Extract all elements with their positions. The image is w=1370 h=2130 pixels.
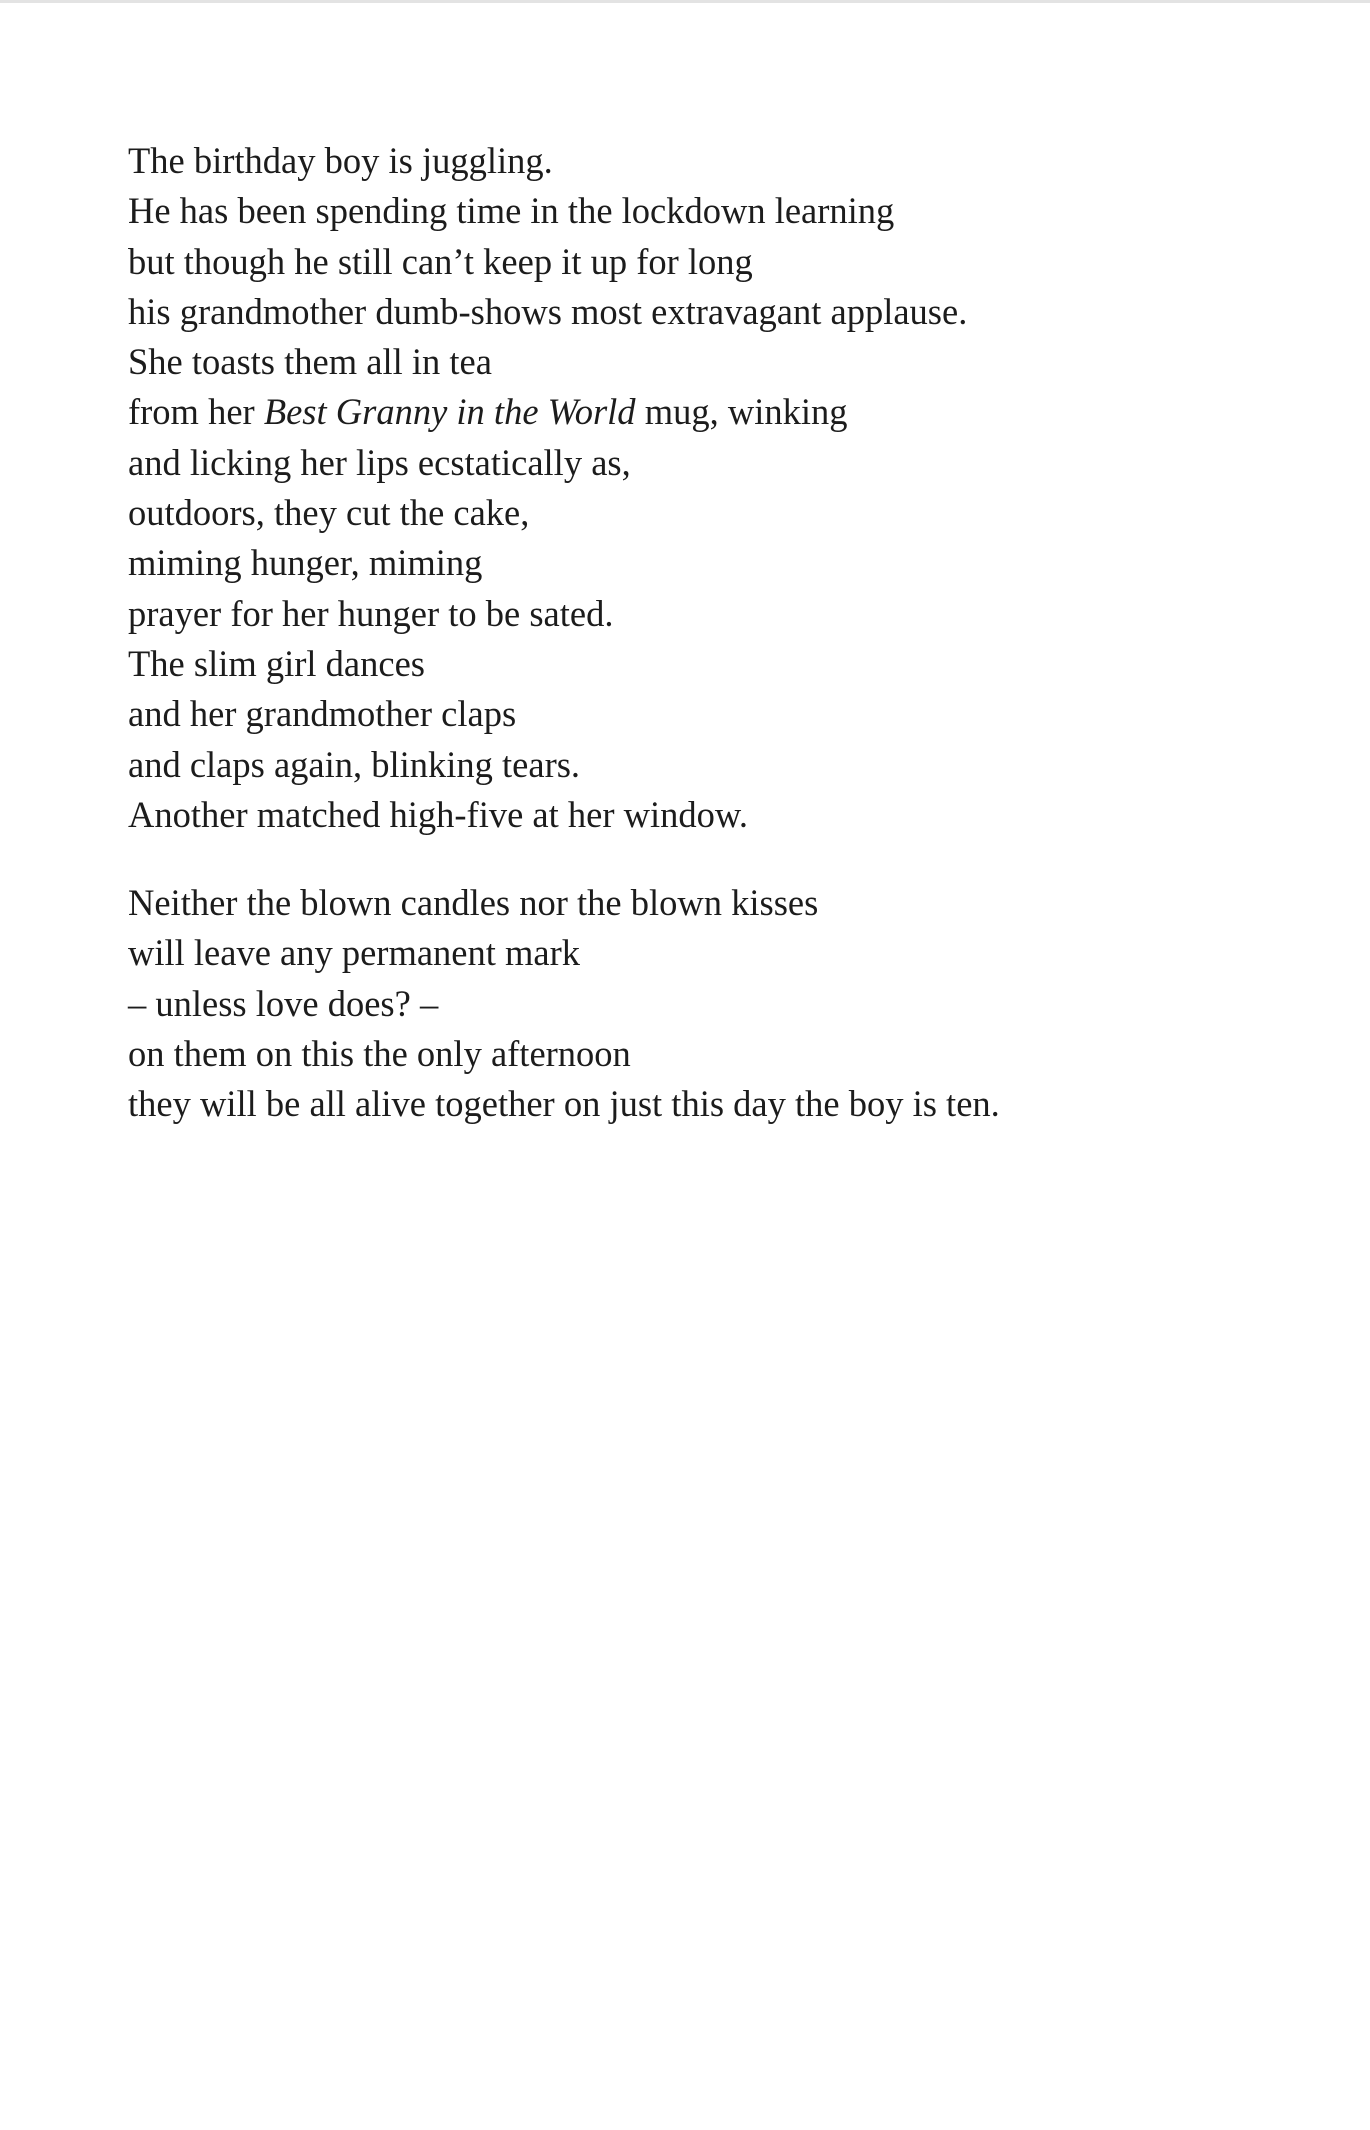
mug-slogan-italic: Best Granny in the World [263, 391, 636, 433]
poem-line: Neither the blown candles nor the blown kisses [128, 882, 819, 924]
line-text-before: from her [128, 391, 264, 433]
poem-body [128, 136, 1288, 1130]
line-text-after: mug, winking [635, 391, 848, 433]
poem-line: prayer for her hunger to be sated. [128, 592, 614, 634]
poem-line: and licking her lips ecstatically as, [128, 441, 631, 483]
poem-line: outdoors, they cut the cake, [128, 492, 530, 534]
poem-line: they will be all alive together on just this day the boy is ten. [128, 1083, 1000, 1125]
poem-line: and her grandmother claps [128, 693, 517, 735]
poem-line: He has been spending time in the lockdown learning [128, 190, 895, 232]
stanza-2 [128, 878, 1288, 1129]
poem-line: his grandmother dumb-shows most extravagant applause. [128, 290, 968, 332]
poem-line: will leave any permanent mark [128, 932, 581, 974]
poem-line: and claps again, blinking tears. [128, 743, 581, 785]
poem-line: on them on this the only afternoon [128, 1033, 631, 1075]
poem-line: but though he still can’t keep it up for long [128, 240, 753, 282]
poem-line: The slim girl dances [128, 642, 425, 684]
page-top-edge [0, 0, 1370, 3]
poem-line: She toasts them all in tea [128, 341, 492, 383]
poem-line-with-italic-title [128, 387, 1288, 437]
poem-line: Another matched high-five at her window. [128, 793, 748, 835]
poem-line: The birthday boy is juggling. [128, 140, 553, 181]
poem-line: – unless love does? – [128, 982, 439, 1024]
stanza-1 [128, 136, 1288, 840]
poem-line: miming hunger, miming [128, 542, 483, 584]
